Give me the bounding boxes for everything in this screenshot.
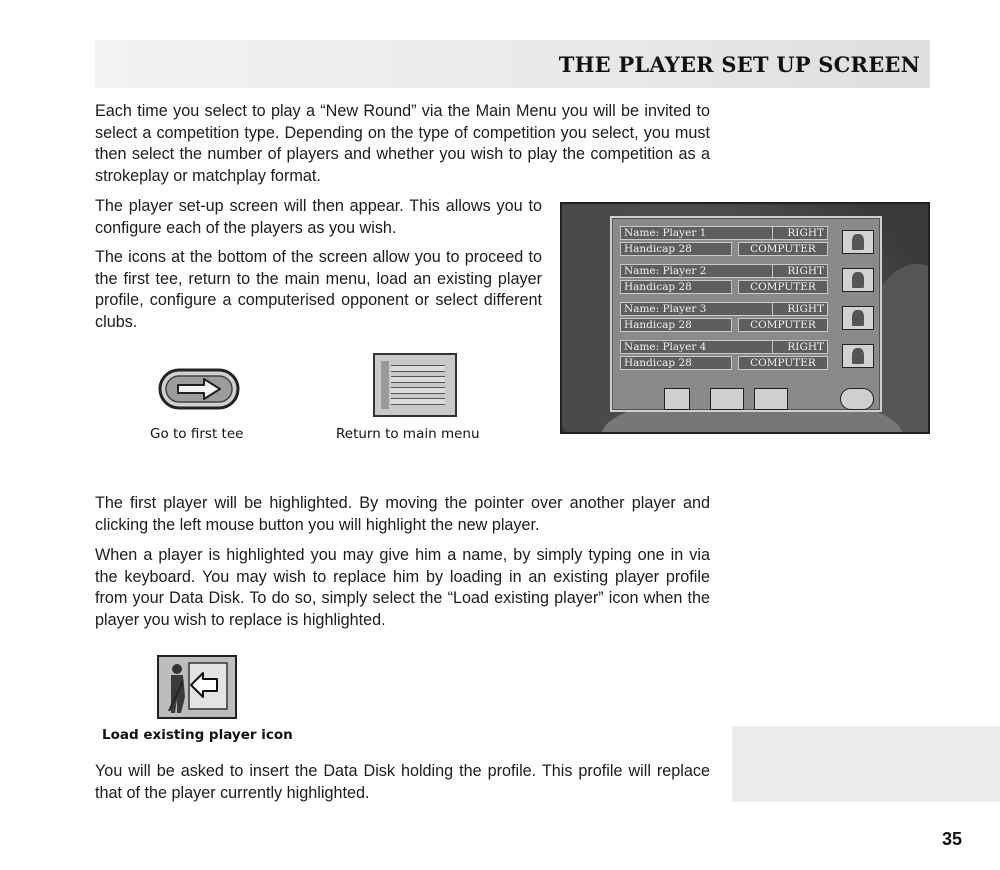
right-arrow-button-icon [158,367,240,411]
right-arrow-button-icon [840,388,874,410]
menu-list-icon [373,353,457,417]
load-player-icon [157,655,237,719]
margin-band [732,726,1000,802]
player-name-field: Name: Player 2 [620,264,776,278]
player-control-field: COMPUTER [738,242,828,256]
menu-list-icon [754,388,788,410]
highlight-paragraph: The first player will be highlighted. By moving the pointer over another player and clicking the left mouse button you will highlight the new player. [95,494,710,534]
player-row [620,340,876,374]
player-name-field: Name: Player 3 [620,302,776,316]
player-handicap-field: Handicap 28 [620,280,732,294]
player-side-field: RIGHT [772,302,828,316]
player-name-field: Name: Player 1 [620,226,776,240]
icons-paragraph: The icons at the bottom of the screen allow you to proceed to the first tee, return to the main menu, load an existing player profile, configure a computerised opponent or select different clubs. [95,248,542,331]
player-handicap-field: Handicap 28 [620,318,732,332]
load-player-icon [710,388,744,410]
clubs-icon [664,388,690,410]
player-setup-screenshot [560,202,930,434]
player-control-field: COMPUTER [738,318,828,332]
player-side-field: RIGHT [772,226,828,240]
page-title: THE PLAYER SET UP SCREEN [558,52,920,77]
player-side-field: RIGHT [772,264,828,278]
player-handicap-field: Handicap 28 [620,356,732,370]
golfer-icon [842,268,874,292]
setup-paragraph: The player set-up screen will then appear. This allows you to configure each of the players as you wish. [95,197,542,237]
header-band [95,40,930,88]
player-row [620,264,876,298]
data-disk-paragraph: You will be asked to insert the Data Disk holding the profile. This profile will replace that of the player currently highlighted. [95,762,710,802]
intro-paragraph: Each time you select to play a “New Round” via the Main Menu you will be invited to select a competition type. Depending on the type of competition you select, you must then select the number of players and whether you wish to play the competition as a strokeplay or matchplay format. [95,102,710,185]
player-control-field: COMPUTER [738,356,828,370]
player-row [620,302,876,336]
player-setup-panel [610,216,882,412]
player-name-field: Name: Player 4 [620,340,776,354]
load-player-caption: Load existing player icon [102,727,293,743]
main-menu-caption: Return to main menu [336,426,480,442]
golfer-icon [842,344,874,368]
player-side-field: RIGHT [772,340,828,354]
golfer-icon [842,306,874,330]
first-tee-caption: Go to first tee [150,426,244,442]
player-handicap-field: Handicap 28 [620,242,732,256]
page-number: 35 [942,829,963,849]
golfer-icon [842,230,874,254]
player-row [620,226,876,260]
naming-paragraph: When a player is highlighted you may give him a name, by simply typing one in via the keyboard. You may wish to replace him by loading in an existing player profile from your Data Disk. To do so, simply select the “Load existing player” icon when the player you wish to replace is highlighted. [95,546,710,629]
player-control-field: COMPUTER [738,280,828,294]
